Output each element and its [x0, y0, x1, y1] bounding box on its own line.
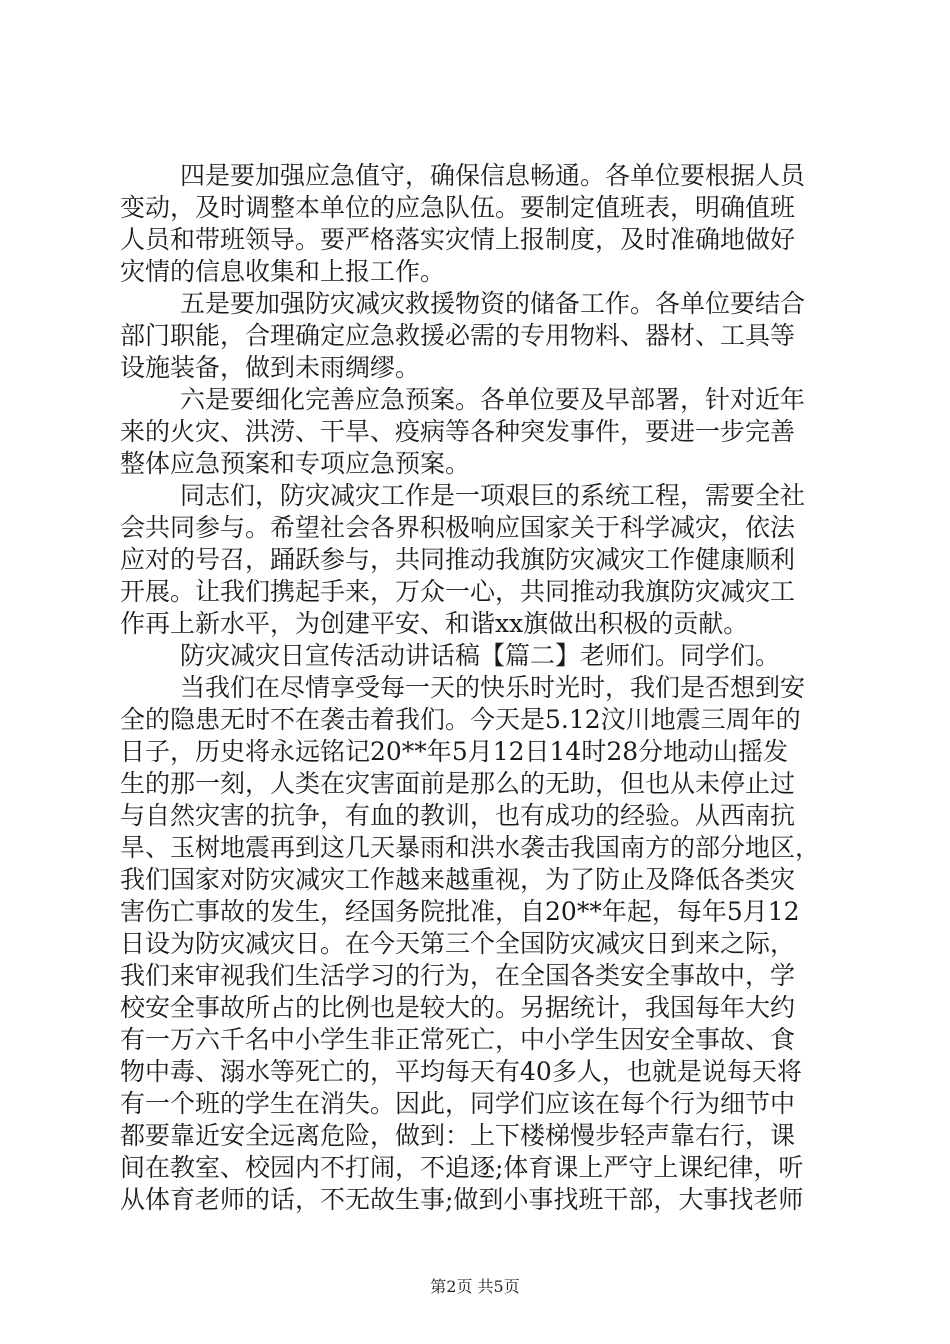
text-line: 日设为防灾减灾日。在今天第三个全国防灾减灾日到来之际， [120, 929, 796, 958]
text-line: 设施装备，做到未雨绸缪。 [120, 353, 421, 382]
text-line: 与自然灾害的抗争，有血的教训，也有成功的经验。从西南抗 [120, 801, 796, 830]
text-line: 四是要加强应急值守，确保信息畅通。各单位要根据人员 [180, 161, 806, 190]
text-line: 来的火灾、洪涝、干旱、疫病等各种突发事件，要进一步完善 [120, 417, 796, 446]
text-line: 会共同参与。希望社会各界积极响应国家关于科学减灾，依法 [120, 513, 796, 542]
text-line: 变动，及时调整本单位的应急队伍。要制定值班表，明确值班 [120, 193, 796, 222]
text-line: 全的隐患无时不在袭击着我们。今天是5.12汶川地震三周年的 [120, 705, 801, 734]
text-line: 灾情的信息收集和上报工作。 [120, 257, 446, 286]
text-line: 物中毒、溺水等死亡的，平均每天有40多人，也就是说每天将 [120, 1057, 802, 1086]
text-line: 有一个班的学生在消失。因此，同学们应该在每个行为细节中 [120, 1089, 796, 1118]
text-line: 部门职能，合理确定应急救援必需的专用物料、器材、工具等 [120, 321, 796, 350]
text-line: 当我们在尽情享受每一天的快乐时光时，我们是否想到安 [180, 673, 806, 702]
text-line: 生的那一刻，人类在灾害面前是那么的无助，但也从未停止过 [120, 769, 796, 798]
text-line: 间在教室、校园内不打闹，不追逐;体育课上严守上课纪律，听 [120, 1153, 804, 1182]
text-line: 旱、玉树地震再到这几天暴雨和洪水袭击我国南方的部分地区， [120, 833, 821, 862]
text-line: 日子，历史将永远铭记20**年5月12日14时28分地动山摇发 [120, 737, 789, 766]
text-line: 我们国家对防灾减灾工作越来越重视，为了防止及降低各类灾 [120, 865, 796, 894]
text-line: 防灾减灾日宣传活动讲话稿【篇二】老师们。同学们。 [180, 641, 781, 670]
text-line: 作再上新水平，为创建平安、和谐xx旗做出积极的贡献。 [120, 609, 749, 638]
text-line: 开展。让我们携起手来，万众一心，共同推动我旗防灾减灾工 [120, 577, 796, 606]
document-body [120, 160, 840, 1216]
text-line: 校安全事故所占的比例也是较大的。另据统计，我国每年大约 [120, 993, 796, 1022]
text-line: 人员和带班领导。要严格落实灾情上报制度，及时准确地做好 [120, 225, 796, 254]
text-line: 都要靠近安全远离危险，做到：上下楼梯慢步轻声靠右行，课 [120, 1121, 796, 1150]
text-line: 整体应急预案和专项应急预案。 [120, 449, 471, 478]
text-line: 我们来审视我们生活学习的行为，在全国各类安全事故中，学 [120, 961, 796, 990]
page-number-footer: 第2页 共5页 [430, 1277, 520, 1296]
text-line: 五是要加强防灾减灾救援物资的储备工作。各单位要结合 [180, 289, 806, 318]
text-line: 害伤亡事故的发生，经国务院批准，自20**年起，每年5月12 [120, 897, 800, 926]
text-line: 从体育老师的话，不无故生事;做到小事找班干部，大事找老师 [120, 1185, 804, 1214]
text-line: 六是要细化完善应急预案。各单位要及早部署，针对近年 [180, 385, 806, 414]
text-line: 有一万六千名中小学生非正常死亡，中小学生因安全事故、食 [120, 1025, 796, 1054]
text-line: 应对的号召，踊跃参与，共同推动我旗防灾减灾工作健康顺利 [120, 545, 796, 574]
text-line: 同志们，防灾减灾工作是一项艰巨的系统工程，需要全社 [180, 481, 806, 510]
